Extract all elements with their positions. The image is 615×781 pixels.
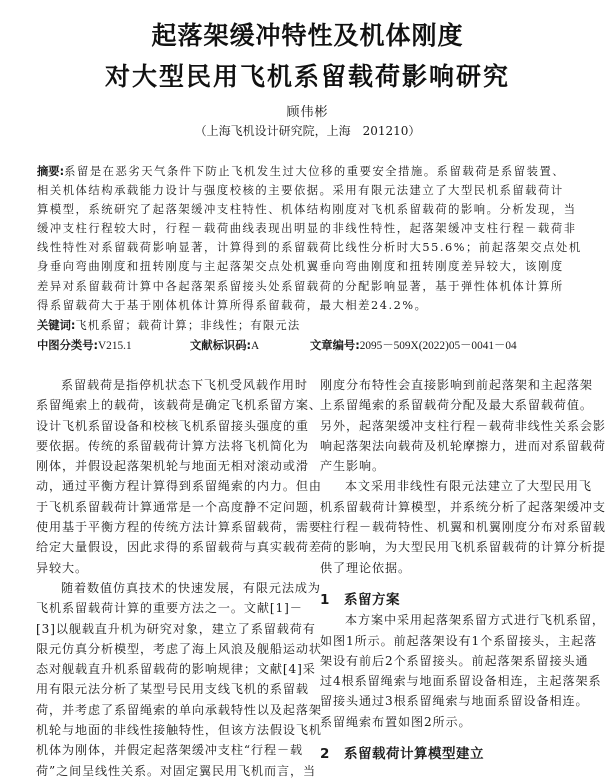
text-line: 本方案中采用起落架系留方式进行飞机系留，: [345, 613, 605, 628]
document-code-label: 文献标识码:: [190, 339, 252, 352]
document-code: [190, 337, 259, 353]
abstract-text: 系留是在恶劣天气条件下防止飞机发生过大位移的重要安全措施。系留载荷是系留装置、: [64, 165, 566, 178]
text-line: 荷，并考虑了系留绳索的单向承载特性以及起落架: [36, 702, 322, 717]
keywords-label: 关键词:: [37, 319, 76, 332]
introduction-continued: [320, 375, 606, 578]
keywords-value: 飞机系留；载荷计算；非线性；有限元法: [75, 319, 301, 332]
text-line: 响起落架法向载荷及机轮摩擦力，进而对系留载荷: [320, 438, 606, 453]
text-line: 本文采用非线性有限元法建立了大型民用飞: [345, 479, 592, 494]
abstract-line: 线性特性对系留载荷影响显著，计算得到的系留载荷比线性分析时大55.6%；前起落架交点处机: [37, 241, 582, 255]
section-1-title: 系留方案: [344, 591, 400, 608]
text-line: 刚度分布特性会直接影响到前起落架和主起落架: [320, 378, 593, 392]
body-right-column: [320, 375, 606, 764]
classification-number: [37, 337, 132, 353]
text-line: 要依据。传统的系留载荷计算方法将飞机简化为: [36, 438, 309, 453]
abstract-line: [37, 162, 585, 181]
abstract-line: 得系留载荷大于基于刚体机体计算所得系留载荷，最大相差24.2%。: [37, 298, 428, 312]
text-line: 设计飞机系留设备和校核飞机系留接头强度的重: [36, 418, 309, 433]
text-line: 机轮与地面的非线性接触特性，但该方法假设飞机: [36, 723, 322, 738]
author-affiliation: （上海飞机设计研究院，上海 201210）: [194, 124, 421, 138]
text-line: 系留绳索上的载荷，该载荷是确定飞机系留方案、: [36, 398, 322, 413]
text-line: 用有限元法分析了某型号民用支线飞机的系留载: [36, 682, 309, 697]
text-line: 动，通过平衡方程计算得到系留绳索的内力。但由: [36, 479, 322, 494]
text-line: 留接头通过3根系留绳索与地面系留设备相连。: [320, 694, 589, 709]
abstract-line: 身垂向弯曲刚度和扭转刚度与主起落架交点处机翼垂向弯曲刚度和扭转刚度差异较大，该刚度: [37, 260, 564, 274]
section-1-heading: [320, 590, 582, 610]
abstract: [37, 162, 585, 315]
classification-value: V215.1: [98, 340, 132, 352]
text-line: 态对舰载直升机系留载荷的影响规律；文献[4]采: [36, 662, 316, 677]
text-line: 荷”之间呈线性关系。对固定翼民用飞机而言，当: [36, 763, 316, 778]
text-line: 荷的影响，为大型民用飞机系留载荷的计算分析提: [320, 540, 606, 555]
author-name: 顾伟彬: [286, 105, 329, 120]
section-2-title: 系留载荷计算模型建立: [344, 746, 484, 763]
text-line: 刚体，并假设起落架机轮与地面无相对滚动或滑: [36, 459, 309, 474]
spacer: [320, 578, 582, 590]
section-2-number: 2: [320, 746, 330, 763]
classification-label: 中图分类号:: [37, 339, 99, 352]
text-line: 于飞机系留载荷计算通常是一个高度静不定问题，: [36, 499, 322, 514]
text-line: 供了理论依据。: [320, 560, 411, 575]
abstract-line: 算模型，系统研究了起落架缓冲支柱特性、机体结构刚度对飞机系留载荷的影响。分析发现，当: [37, 203, 577, 217]
text-line: 飞机系留载荷计算的重要方法之一。文献[1]－: [36, 601, 303, 616]
abstract-line: 相关机体结构承载能力设计与强度校核的主要依据。采用有限元法建立了大型民机系留载荷计: [37, 184, 564, 198]
text-line: 异较大。: [36, 560, 88, 575]
text-line: [3]以舰载直升机为研究对象，建立了系留载荷有: [36, 621, 316, 636]
text-line: 上系留绳索的系留载荷分配及最大系留载荷值。: [320, 398, 593, 413]
text-line: 随着数值仿真技术的快速发展，有限元法成为: [61, 580, 321, 595]
section-1-body: [320, 610, 605, 732]
text-line: 柱行程－载荷特性、机翼和机翼刚度分布对系留载: [320, 520, 606, 535]
paper-title-line-2: 对大型民用飞机系留载荷影响研究: [104, 62, 510, 91]
section-2-heading: [320, 744, 582, 764]
document-code-value: A: [251, 340, 260, 352]
article-number-label: 文章编号:: [310, 339, 360, 352]
text-line: 另外，起落架缓冲支柱行程－载荷非线性关系会影: [320, 418, 606, 433]
text-line: 系留绳索布置如图2所示。: [320, 714, 472, 729]
article-number-value: 2095－509X(2022)05－0041－04: [359, 340, 517, 352]
text-line: 如图1所示。前起落架设有1个系留接头，主起落: [320, 633, 598, 648]
text-line: 过4根系留绳索与地面系留设备相连，主起落架系: [320, 674, 602, 689]
text-line: 给定大量假设，因此求得的系留载荷与真实载荷差: [36, 540, 322, 555]
text-line: 系留载荷是指停机状态下飞机受风载作用时: [61, 378, 308, 392]
article-number: [310, 337, 517, 353]
text-line: 机体为刚体，并假定起落架缓冲支柱“行程－载: [36, 743, 303, 758]
text-line: 产生影响。: [320, 459, 385, 474]
body-left-column: [36, 375, 322, 781]
paper-title-line-1: 起落架缓冲特性及机体刚度: [151, 21, 464, 50]
text-line: 机系留载荷计算模型，并系统分析了起落架缓冲支: [320, 499, 606, 514]
spacer: [320, 732, 582, 744]
text-line: 使用基于平衡方程的传统方法计算系留载荷，需要: [36, 520, 322, 535]
text-line: 限元仿真分析模型，考虑了海上风浪及舰船运动状: [36, 641, 322, 656]
abstract-label: 摘要:: [37, 165, 65, 178]
keywords: [37, 317, 300, 333]
abstract-line: 缓冲支柱行程较大时，行程－载荷曲线表现出明显的非线性特性，起落架缓冲支柱行程－载荷非: [37, 222, 577, 236]
text-line: 架设有前后2个系留接头。前起落架系留接头通: [320, 653, 589, 668]
section-1-number: 1: [320, 591, 330, 608]
abstract-line: 差异对系留载荷计算中各起落架系留接头处系留载荷的分配影响显著，基于弹性体机体计算所: [37, 279, 564, 293]
